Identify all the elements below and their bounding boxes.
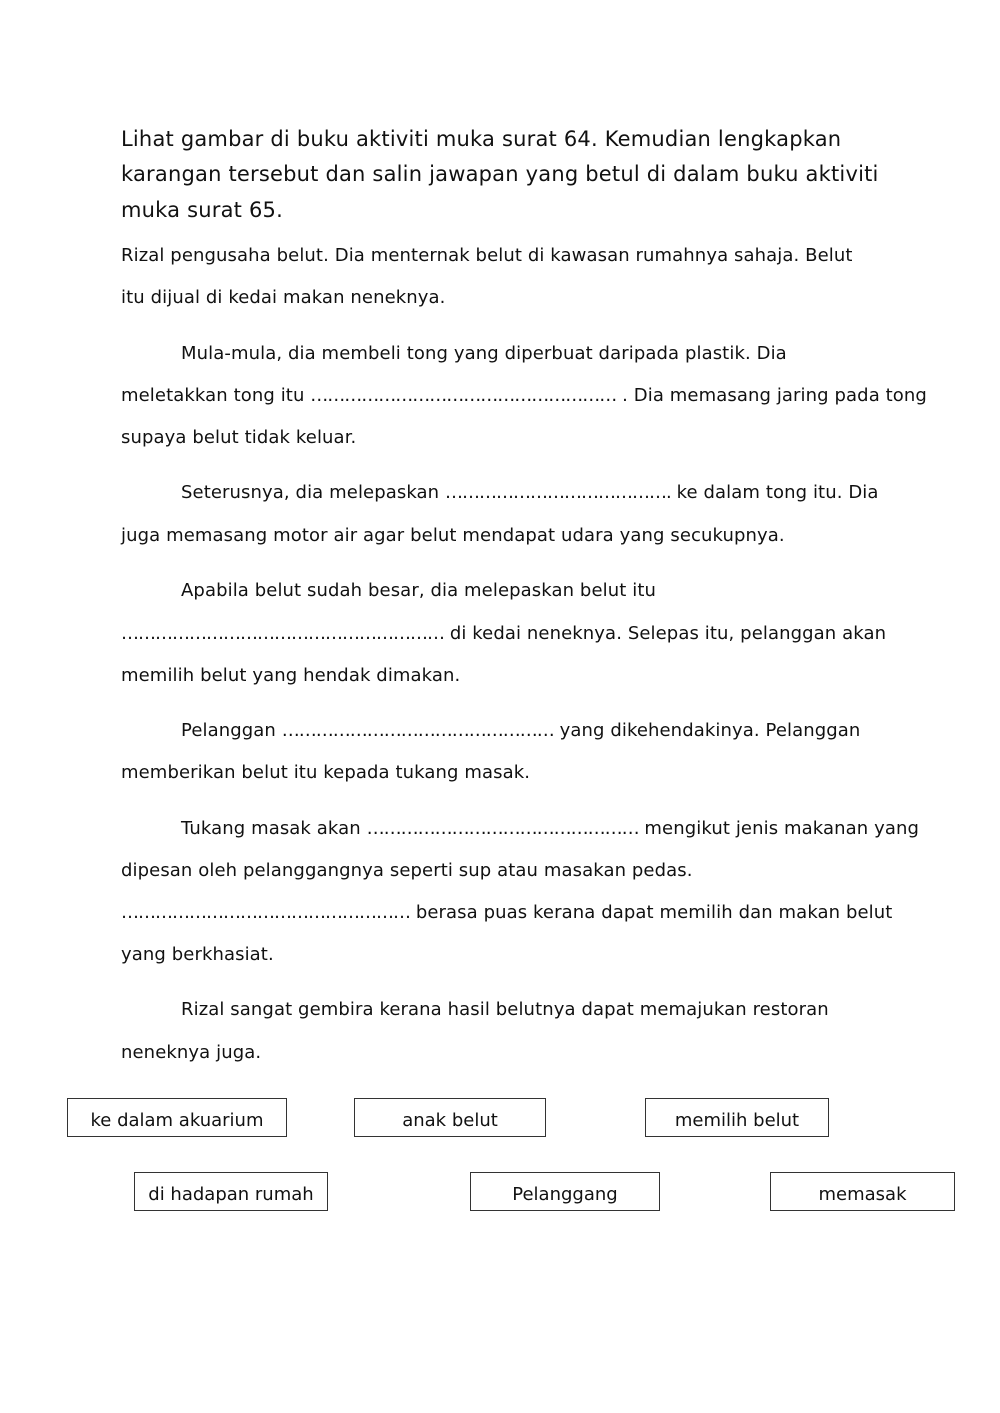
passage-line: juga memasang motor air agar belut mendapat udara yang secukupnya.: [121, 525, 785, 546]
passage-line: Mula-mula, dia membeli tong yang diperbuat daripada plastik. Dia: [181, 343, 787, 364]
passage-line: memilih belut yang hendak dimakan.: [121, 665, 461, 686]
instruction-line-2: karangan tersebut dan salin jawapan yang betul di dalam buku aktiviti: [121, 162, 879, 186]
passage-line: Apabila belut sudah besar, dia melepaskan belut itu: [181, 580, 656, 601]
passage-line-with-blank: [181, 482, 879, 504]
passage-text: Pelanggan: [181, 720, 276, 741]
passage-text: . Dia memasang jaring pada tong: [622, 385, 927, 406]
word-bank-option[interactable]: memasak: [770, 1172, 955, 1211]
passage-line: itu dijual di kedai makan neneknya.: [121, 287, 446, 308]
word-bank-option[interactable]: Pelanggang: [470, 1172, 660, 1211]
answer-blank-2[interactable]: ………………………………….: [445, 482, 671, 503]
word-bank-option[interactable]: memilih belut: [645, 1098, 829, 1137]
passage-line-with-blank: [121, 385, 927, 407]
passage-line: dipesan oleh pelanggangnya seperti sup atau masakan pedas.: [121, 860, 693, 881]
answer-blank-6[interactable]: ……………………………………………: [121, 902, 410, 923]
passage-text: yang dikehendakinya. Pelanggan: [559, 720, 861, 741]
passage-text: Seterusnya, dia melepaskan: [181, 482, 440, 503]
passage-line: yang berkhasiat.: [121, 944, 274, 965]
answer-blank-4[interactable]: …………………………………………: [281, 720, 554, 741]
passage-text: meletakkan tong itu: [121, 385, 305, 406]
passage-text: di kedai neneknya. Selepas itu, pelanggan akan: [449, 623, 887, 644]
passage-line-with-blank: [181, 818, 919, 840]
passage-text: ke dalam tong itu. Dia: [676, 482, 879, 503]
instruction-line-1: Lihat gambar di buku aktiviti muka surat 64. Kemudian lengkapkan: [121, 127, 842, 151]
passage-line-with-blank: [121, 902, 892, 924]
answer-blank-1[interactable]: ………………………………………………: [310, 385, 617, 406]
passage-line: neneknya juga.: [121, 1042, 262, 1063]
word-bank-option[interactable]: anak belut: [354, 1098, 546, 1137]
answer-blank-5[interactable]: …………………………………………: [366, 818, 639, 839]
passage-text: mengikut jenis makanan yang: [644, 818, 919, 839]
passage-line: memberikan belut itu kepada tukang masak.: [121, 762, 531, 783]
answer-blank-3[interactable]: …………………………………………………: [121, 623, 444, 644]
word-bank-option[interactable]: di hadapan rumah: [134, 1172, 328, 1211]
passage-line-with-blank: [121, 623, 886, 645]
passage-line: Rizal sangat gembira kerana hasil belutnya dapat memajukan restoran: [181, 999, 829, 1020]
passage-line: supaya belut tidak keluar.: [121, 427, 357, 448]
word-bank-option[interactable]: ke dalam akuarium: [67, 1098, 287, 1137]
passage-line: Rizal pengusaha belut. Dia menternak belut di kawasan rumahnya sahaja. Belut: [121, 245, 853, 266]
passage-text: berasa puas kerana dapat memilih dan makan belut: [415, 902, 893, 923]
instruction-line-3: muka surat 65.: [121, 198, 283, 222]
passage-line-with-blank: [181, 720, 860, 742]
passage-text: Tukang masak akan: [181, 818, 361, 839]
